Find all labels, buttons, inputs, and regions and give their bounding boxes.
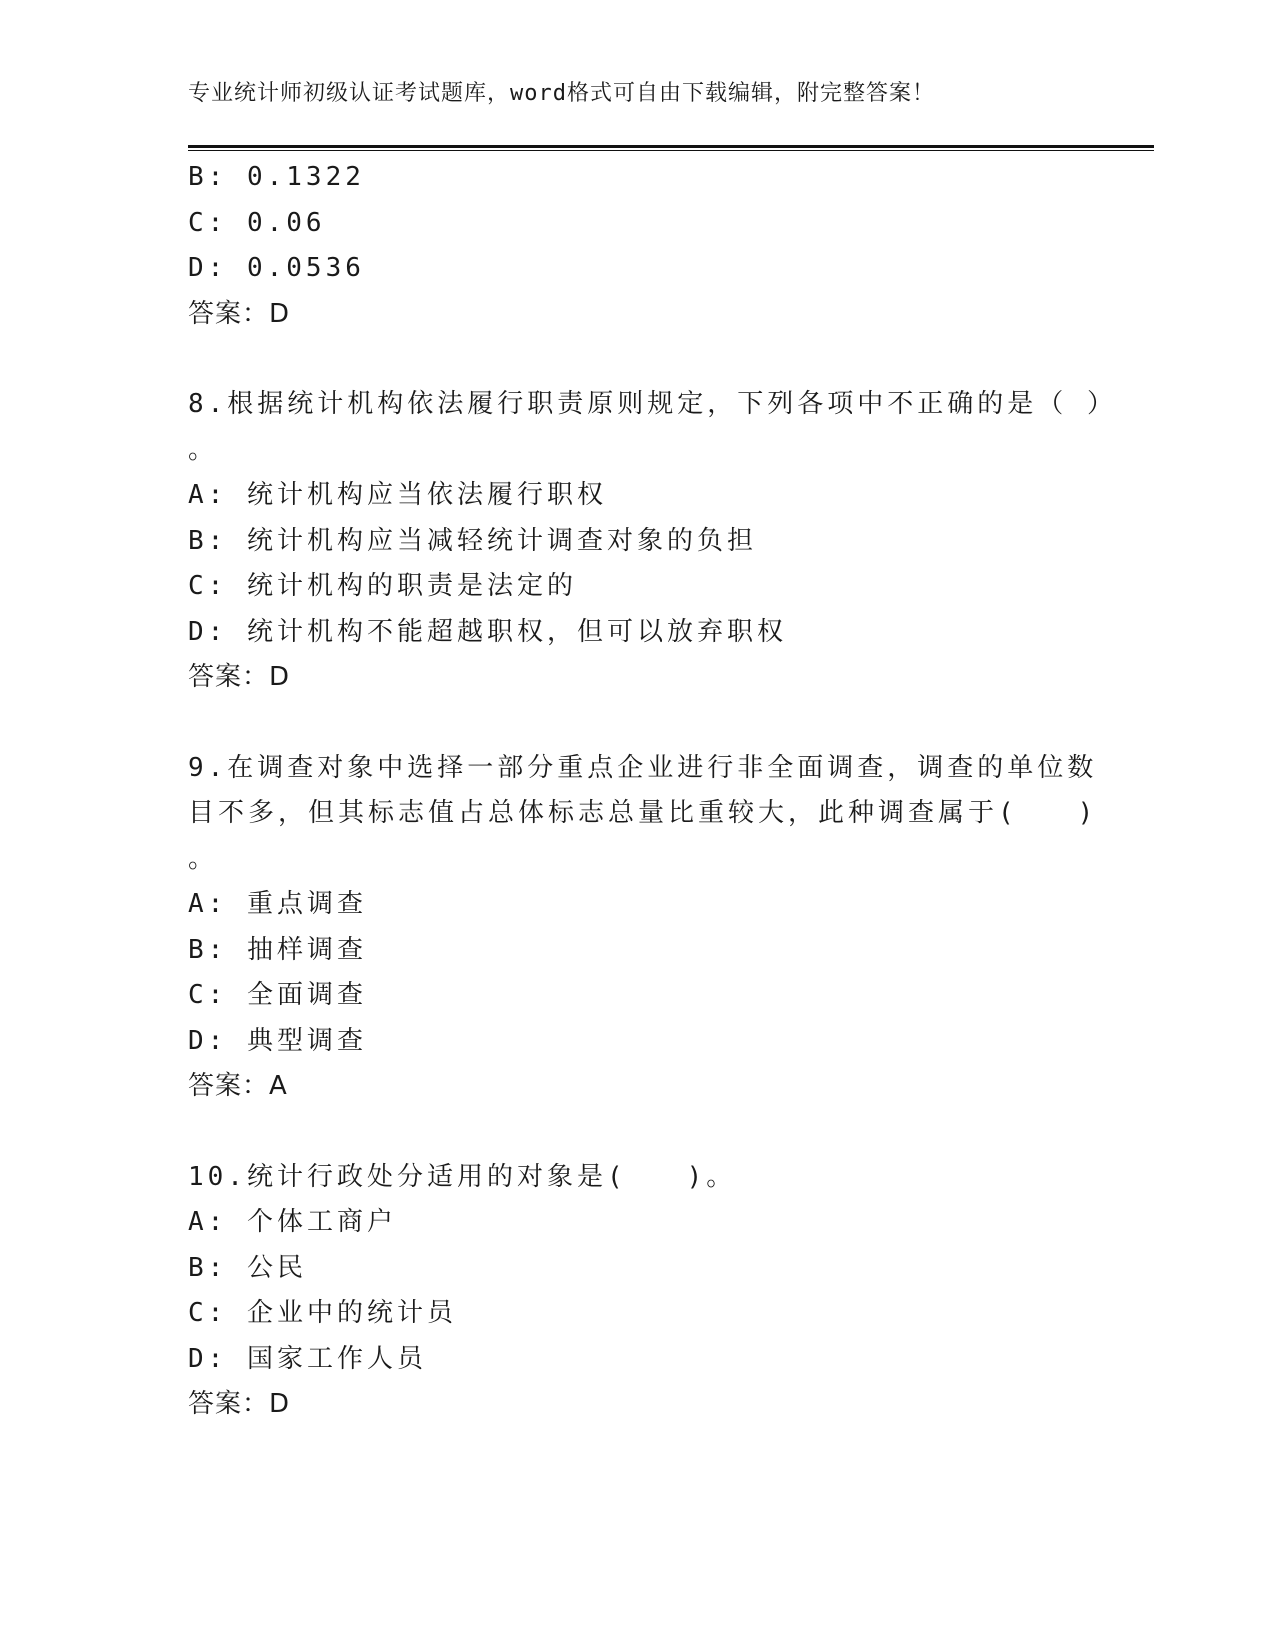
header-rule-thin (188, 150, 1154, 151)
question-stem-tail: 。 (188, 434, 219, 465)
page-header: 专业统计师初级认证考试题库，word格式可自由下载编辑，附完整答案！ (188, 81, 935, 106)
spacer (188, 701, 1088, 746)
header-rule-thick (188, 145, 1154, 148)
question-stem: 10.统计行政处分适用的对象是( )。 (188, 1161, 737, 1192)
option-d: D: 典型调查 (188, 1025, 367, 1056)
question-stem-line-1: 9.在调查对象中选择一部分重点企业进行非全面调查，调查的单位数 (188, 752, 1098, 783)
option-b: B: 0.1322 (188, 162, 365, 192)
option-c: C: 0.06 (188, 207, 326, 238)
question-10 (188, 1155, 1088, 1428)
option-b: B: 公民 (188, 1252, 307, 1283)
question-9 (188, 746, 1098, 1110)
answer: 答案：D (188, 298, 291, 329)
option-c: C: 全面调查 (188, 980, 367, 1010)
spacer (188, 1110, 1088, 1155)
question-stem: 8.根据统计机构依法履行职责原则规定，下列各项中不正确的是（ ） (188, 389, 1117, 419)
answer: 答案：D (188, 662, 291, 692)
document-body (188, 155, 1117, 1428)
option-c: C: 统计机构的职责是法定的 (188, 571, 577, 601)
question-7 (188, 155, 1088, 337)
option-a: A: 统计机构应当依法履行职权 (188, 480, 607, 510)
option-b: B: 统计机构应当减轻统计调查对象的负担 (188, 525, 757, 556)
option-d: D: 统计机构不能超越职权，但可以放弃职权 (188, 616, 787, 647)
question-stem-tail: 。 (188, 843, 219, 874)
question-8 (188, 382, 1117, 701)
option-a: A: 重点调查 (188, 889, 367, 919)
option-d: D: 国家工作人员 (188, 1343, 427, 1374)
option-a: A: 个体工商户 (188, 1207, 397, 1237)
answer: 答案：D (188, 1389, 291, 1419)
spacer (188, 337, 1088, 382)
question-stem-line-2: 目不多，但其标志值占总体标志总量比重较大，此种调查属于( ) (188, 798, 1098, 828)
answer: 答案：A (188, 1071, 288, 1101)
option-c: C: 企业中的统计员 (188, 1298, 457, 1328)
option-b: B: 抽样调查 (188, 934, 367, 965)
option-d: D: 0.0536 (188, 253, 365, 283)
